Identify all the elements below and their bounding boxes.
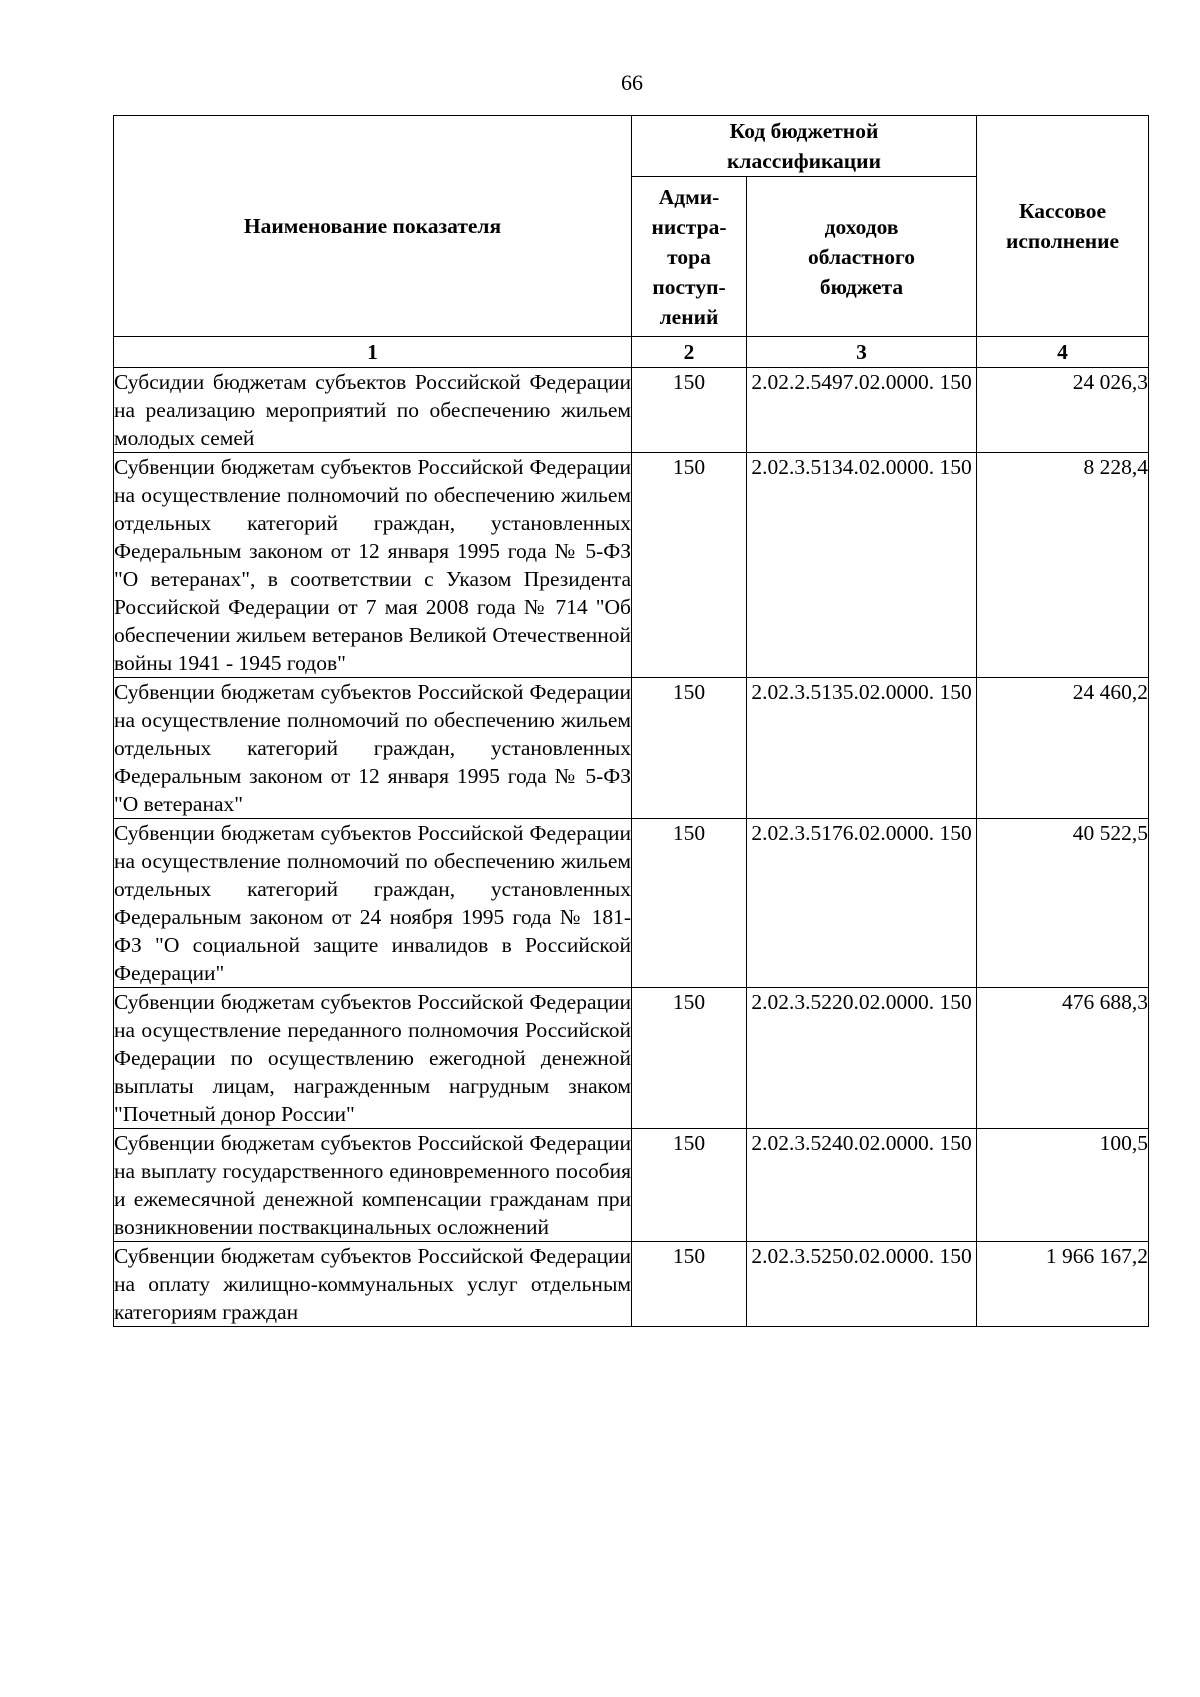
table-row [114,1242,1149,1327]
header-admin: Адми-нистра-тора поступ-лений [632,177,747,337]
table-body [114,368,1149,1327]
header-execution: Кассовое исполнение [977,116,1149,337]
row-name: Субвенции бюджетам субъектов Российской Федерации на осуществление переданного полномочия Российской Федерации по осуществлению ежегодной денежной выплаты лицам, награжденным нагрудным знаком "Почетный донор России" [114,988,632,1129]
column-number-1: 1 [114,337,632,368]
row-income-code: 2.02.2.5497.02.0000. 150 [747,368,977,453]
row-income-code: 2.02.3.5220.02.0000. 150 [747,988,977,1129]
row-amount: 24 460,2 [977,678,1149,819]
row-amount: 8 228,4 [977,453,1149,678]
row-name: Субсидии бюджетам субъектов Российской Федерации на реализацию мероприятий по обеспечению жильем молодых семей [114,368,632,453]
column-number-3: 3 [747,337,977,368]
row-amount: 1 966 167,2 [977,1242,1149,1327]
row-name: Субвенции бюджетам субъектов Российской Федерации на оплату жилищно-коммунальных услуг отдельным категориям граждан [114,1242,632,1327]
row-name: Субвенции бюджетам субъектов Российской Федерации на осуществление полномочий по обеспечению жильем отдельных категорий граждан, установленных Федеральным законом от 24 ноября 1995 года № 181-ФЗ "О социальной защите инвалидов в Российской Федерации" [114,819,632,988]
table-row [114,988,1149,1129]
row-admin-code: 150 [632,368,747,453]
table-row [114,678,1149,819]
row-income-code: 2.02.3.5250.02.0000. 150 [747,1242,977,1327]
table-row [114,1129,1149,1242]
column-number-2: 2 [632,337,747,368]
row-admin-code: 150 [632,678,747,819]
row-income-code: 2.02.3.5176.02.0000. 150 [747,819,977,988]
row-amount: 40 522,5 [977,819,1149,988]
row-admin-code: 150 [632,1129,747,1242]
page-number: 66 [621,70,643,95]
row-amount: 24 026,3 [977,368,1149,453]
table-header [114,116,1149,368]
row-admin-code: 150 [632,988,747,1129]
budget-table [113,115,1149,1327]
row-income-code: 2.02.3.5135.02.0000. 150 [747,678,977,819]
header-name: Наименование показателя [114,116,632,337]
row-name: Субвенции бюджетам субъектов Российской Федерации на осуществление полномочий по обеспечению жильем отдельных категорий граждан, установленных Федеральным законом от 12 января 1995 года № 5-ФЗ "О ветеранах", в соответствии с Указом Президента Российской Федерации от 7 мая 2008 года № 714 "Об обеспечении жильем ветеранов Великой Отечественной войны 1941 - 1945 годов" [114,453,632,678]
row-admin-code: 150 [632,453,747,678]
table-row [114,819,1149,988]
header-budget-code: Код бюджетной классификации [632,116,977,177]
table-row [114,368,1149,453]
row-name: Субвенции бюджетам субъектов Российской Федерации на выплату государственного единовременного пособия и ежемесячной денежной компенсации гражданам при возникновении поствакцинальных осложнений [114,1129,632,1242]
row-amount: 476 688,3 [977,988,1149,1129]
row-income-code: 2.02.3.5240.02.0000. 150 [747,1129,977,1242]
table-row [114,453,1149,678]
header-income: доходов областного бюджета [747,177,977,337]
row-amount: 100,5 [977,1129,1149,1242]
row-admin-code: 150 [632,819,747,988]
row-name: Субвенции бюджетам субъектов Российской Федерации на осуществление полномочий по обеспечению жильем отдельных категорий граждан, установленных Федеральным законом от 12 января 1995 года № 5-ФЗ "О ветеранах" [114,678,632,819]
row-income-code: 2.02.3.5134.02.0000. 150 [747,453,977,678]
column-number-4: 4 [977,337,1149,368]
row-admin-code: 150 [632,1242,747,1327]
